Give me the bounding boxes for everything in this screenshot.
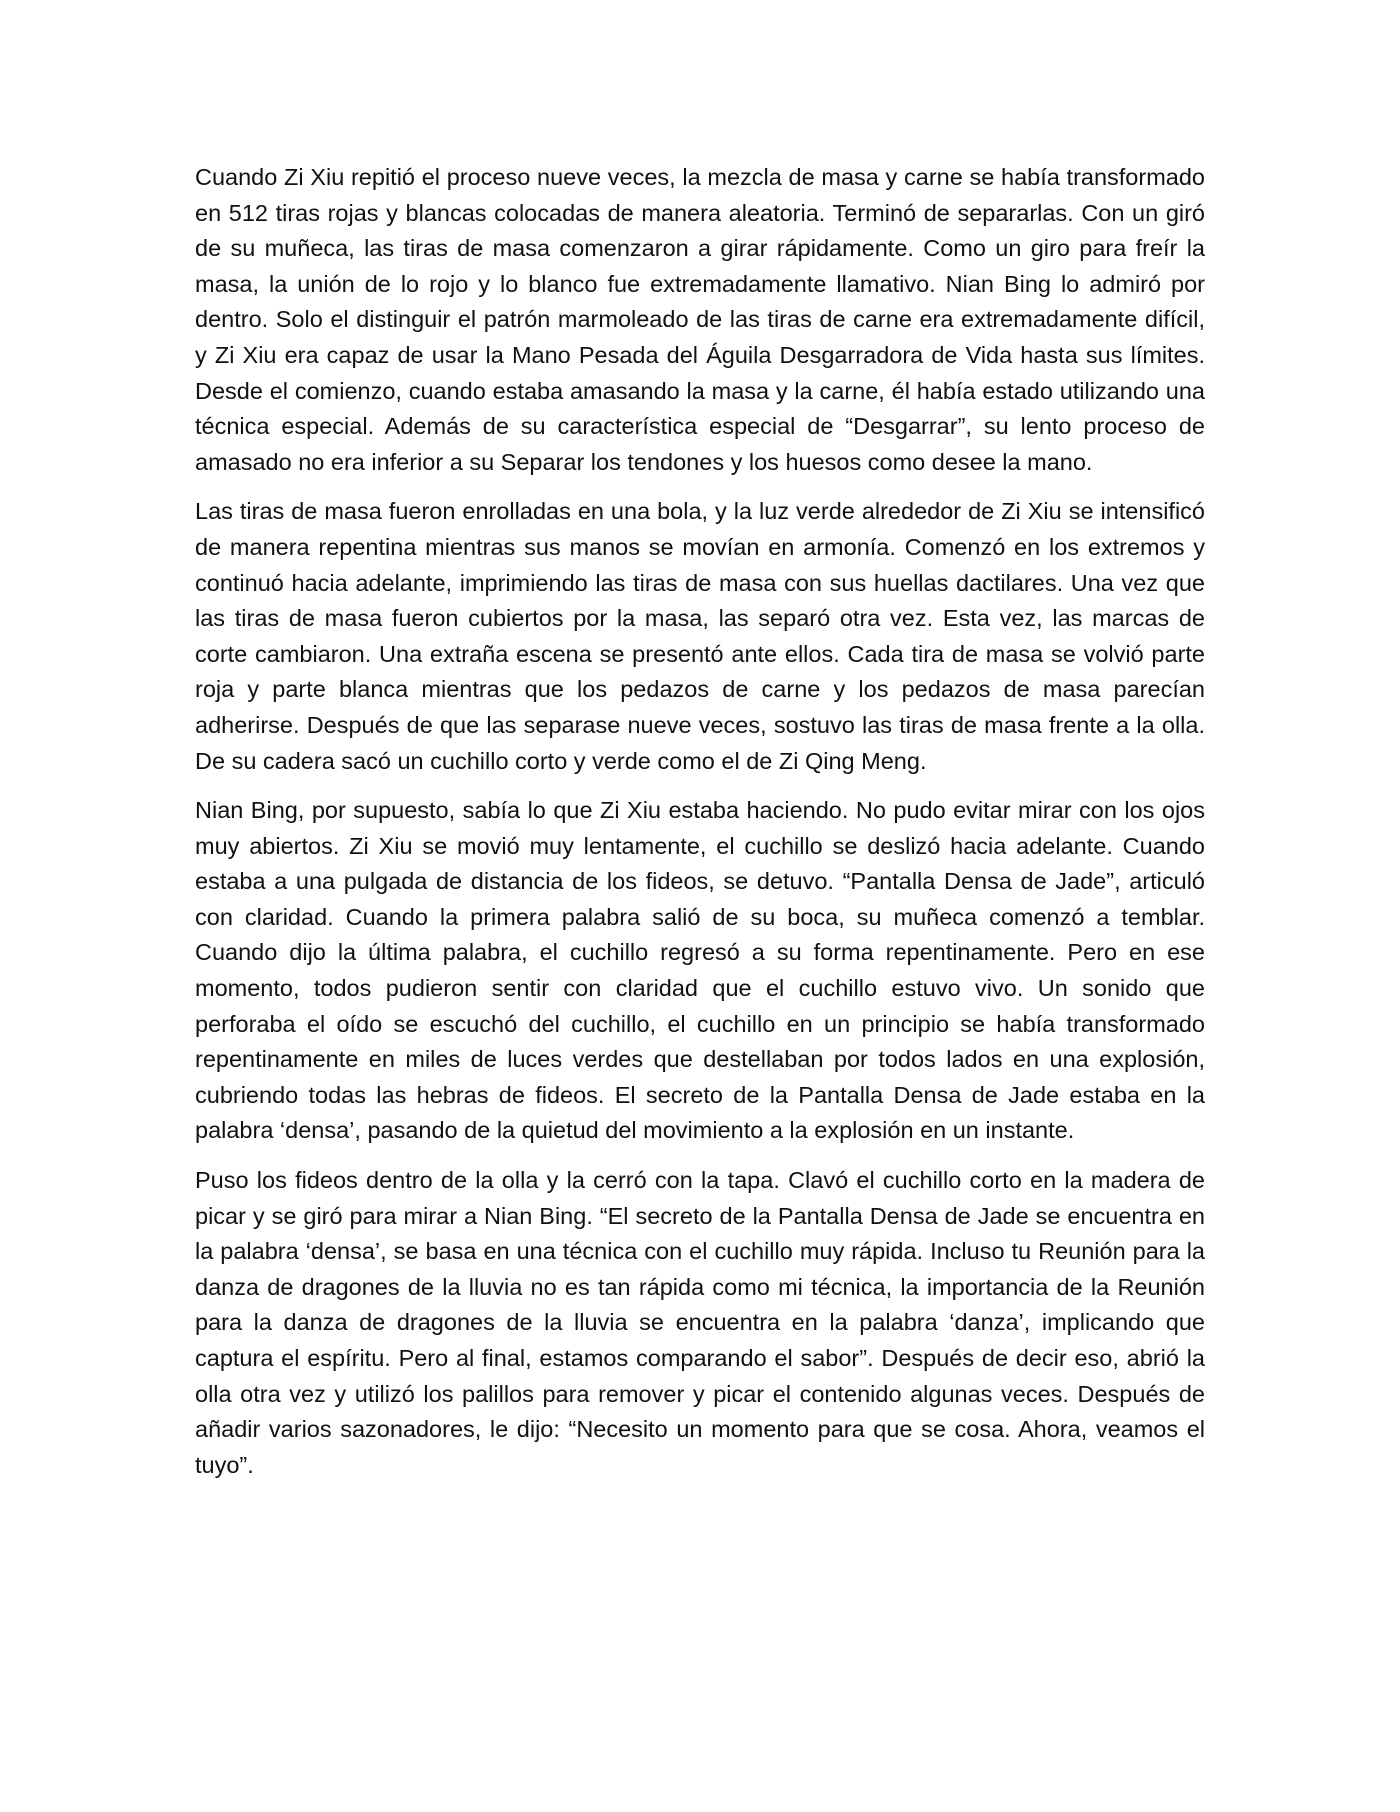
paragraph-3: Nian Bing, por supuesto, sabía lo que Zi Xiu estaba haciendo. No pudo evitar mirar con los ojos muy abiertos. Zi Xiu se movió muy lentamente, el cuchillo se deslizó hacia adelante. Cuando estaba a una pulgada de distancia de los fideos, se detuvo. “Pantalla Densa de Jade”, articuló con claridad. Cuando la primera palabra salió de su boca, su muñeca comenzó a temblar. Cuando dijo la última palabra, el cuchillo regresó a su forma repentinamente. Pero en ese momento, todos pudieron sentir con claridad que el cuchillo estuvo vivo. Un sonido que perforaba el oído se escuchó del cuchillo, el cuchillo en un principio se había transformado repentinamente en miles de luces verdes que destellaban por todos lados en una explosión, cubriendo todas las hebras de fideos. El secreto de la Pantalla Densa de Jade estaba en la palabra ‘densa’, pasando de la quietud del movimiento a la explosión en un instante. — [195, 797, 1205, 1144]
paragraph-1: Cuando Zi Xiu repitió el proceso nueve veces, la mezcla de masa y carne se había transformado en 512 tiras rojas y blancas colocadas de manera aleatoria. Terminó de separarlas. Con un giró de su muñeca, las tiras de masa comenzaron a girar rápidamente. Como un giro para freír la masa, la unión de lo rojo y lo blanco fue extremadamente llamativo. Nian Bing lo admiró por dentro. Solo el distinguir el patrón marmoleado de las tiras de carne era extremadamente difícil, y Zi Xiu era capaz de usar la Mano Pesada del Águila Desgarradora de Vida hasta sus límites. Desde el comienzo, cuando estaba amasando la masa y la carne, él había estado utilizando una técnica especial. Además de su característica especial de “Desgarrar”, su lento proceso de amasado no era inferior a su Separar los tendones y los huesos como desee la mano. — [195, 164, 1205, 475]
paragraph-2: Las tiras de masa fueron enrolladas en una bola, y la luz verde alrededor de Zi Xiu se intensificó de manera repentina mientras sus manos se movían en armonía. Comenzó en los extremos y continuó hacia adelante, imprimiendo las tiras de masa con sus huellas dactilares. Una vez que las tiras de masa fueron cubiertos por la masa, las separó otra vez. Esta vez, las marcas de corte cambiaron. Una extraña escena se presentó ante ellos. Cada tira de masa se volvió parte roja y parte blanca mientras que los pedazos de carne y los pedazos de masa parecían adherirse. Después de que las separase nueve veces, sostuvo las tiras de masa frente a la olla. De su cadera sacó un cuchillo corto y verde como el de Zi Qing Meng. — [195, 498, 1205, 774]
document-body — [195, 160, 1205, 1497]
paragraph-4: Puso los fideos dentro de la olla y la cerró con la tapa. Clavó el cuchillo corto en la madera de picar y se giró para mirar a Nian Bing. “El secreto de la Pantalla Densa de Jade se encuentra en la palabra ‘densa’, se basa en una técnica con el cuchillo muy rápida. Incluso tu Reunión para la danza de dragones de la lluvia no es tan rápida como mi técnica, la importancia de la Reunión para la danza de dragones de la lluvia se encuentra en la palabra ‘danza’, implicando que captura el espíritu. Pero al final, estamos comparando el sabor”. Después de decir eso, abrió la olla otra vez y utilizó los palillos para remover y picar el contenido algunas veces. Después de añadir varios sazonadores, le dijo: “Necesito un momento para que se cosa. Ahora, veamos el tuyo”. — [195, 1167, 1205, 1478]
